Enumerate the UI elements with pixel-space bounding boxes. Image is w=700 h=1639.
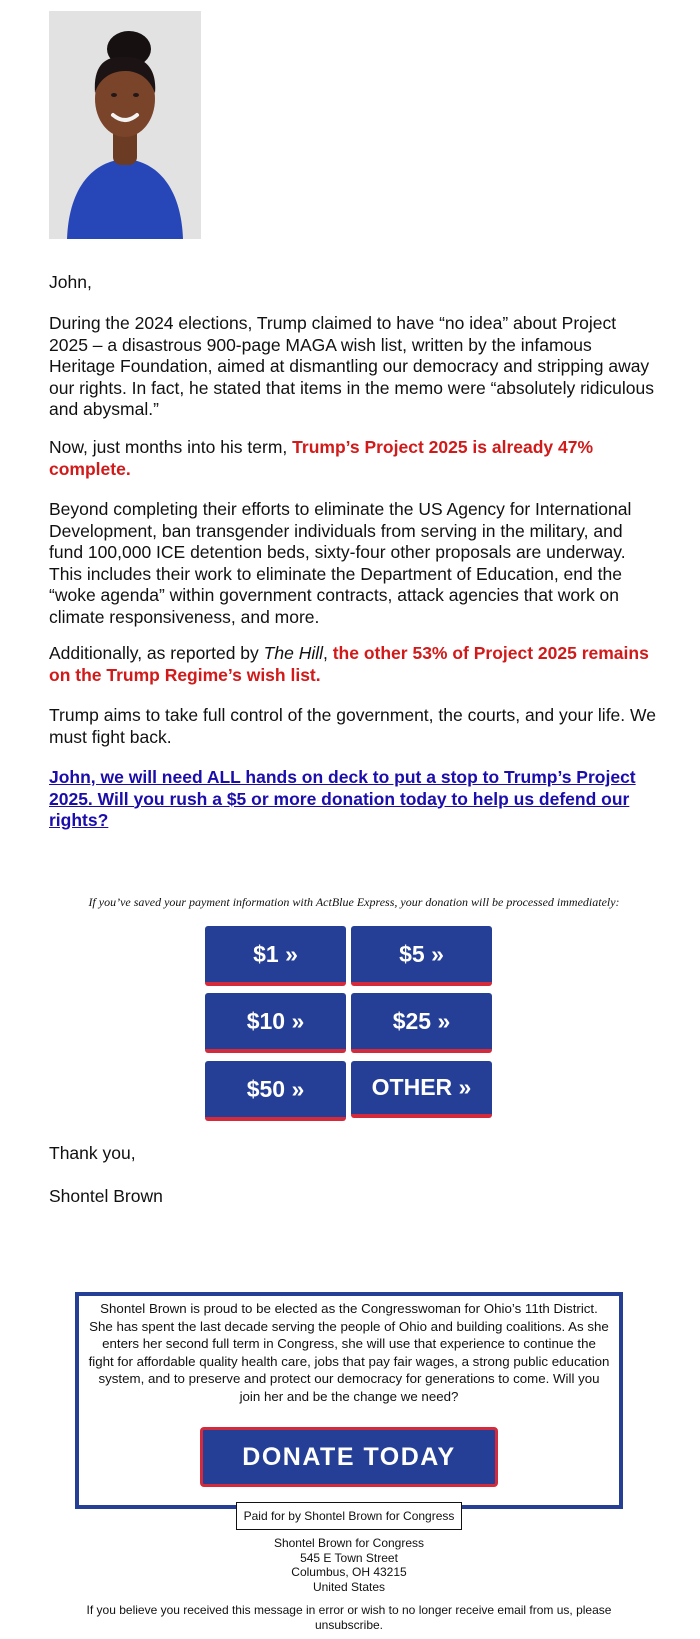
- donate-10-button[interactable]: $10 »: [205, 993, 346, 1053]
- address-country: United States: [312, 1579, 386, 1594]
- mailing-address: [200, 1536, 498, 1594]
- address-org: Shontel Brown for Congress: [273, 1536, 425, 1550]
- bio-text: Shontel Brown is proud to be elected as the Congresswoman for Ohio’s 11th District. She has spent the last decade serving the people of Ohio and building coalitions. As she enters her second full term in Congress, she will use that experience to continue the fight for affordable quality health care, jobs that pay fair wages, a strong public education system, and to preserve and protect our democracy for generations to come. Will you join her and be the change we need?: [88, 1301, 610, 1404]
- donate-1-button[interactable]: $1 »: [205, 926, 346, 986]
- paid-for-disclaimer: Paid for by Shontel Brown for Congress: [236, 1502, 462, 1530]
- unsubscribe-footer[interactable]: If you believe you received this message in error or wish to no longer receive email from us, please unsubscribe.: [86, 1603, 612, 1632]
- paragraph-the-hill: [49, 643, 659, 686]
- para4-highlight: the other 53% of Project 2025 remains on the Trump Regime’s wish list.: [49, 643, 649, 685]
- portrait-illustration: [49, 11, 201, 239]
- address-city: Columbus, OH 43215: [291, 1565, 407, 1579]
- para4-comma: ,: [323, 643, 333, 663]
- paragraph-47-percent: [49, 437, 659, 480]
- para4-lead: Additionally, as reported by: [49, 643, 264, 663]
- donate-other-button[interactable]: OTHER »: [351, 1061, 492, 1118]
- donate-25-button[interactable]: $25 »: [351, 993, 492, 1053]
- para2-highlight: Trump’s Project 2025 is already 47% complete.: [49, 437, 594, 479]
- paragraph-fight-back: Trump aims to take full control of the government, the courts, and your life. We must fight back.: [49, 705, 656, 747]
- donate-50-button[interactable]: $50 »: [205, 1061, 346, 1121]
- donation-link[interactable]: John, we will need ALL hands on deck to put a stop to Trump’s Project 2025. Will you rush a $5 or more donation today to help us defend our rights?: [49, 767, 636, 830]
- actblue-note: If you’ve saved your payment information with ActBlue Express, your donation will be processed immediately:: [88, 895, 620, 909]
- donation-appeal: [49, 767, 659, 832]
- address-street: 545 E Town Street: [300, 1550, 398, 1565]
- greeting: John,: [49, 272, 92, 292]
- signature: Shontel Brown: [49, 1186, 163, 1206]
- donate-today-button[interactable]: DONATE TODAY: [200, 1427, 498, 1487]
- donate-5-button[interactable]: $5 »: [351, 926, 492, 986]
- portrait-photo: [49, 11, 201, 239]
- paragraph-proposals: Beyond completing their efforts to eliminate the US Agency for International Development, ban transgender individuals from serving in the military, and fund 100,000 ICE detention beds, sixty-four other proposals are underway. This includes their work to eliminate the Department of Education, end the “woke agenda” within government contracts, attack agencies that work on climate responsiveness, and more.: [49, 499, 632, 627]
- para2-lead: Now, just months into his term,: [49, 437, 293, 457]
- source-the-hill: The Hill: [263, 643, 323, 663]
- paragraph-project-2025-intro: During the 2024 elections, Trump claimed to have “no idea” about Project 2025 – a disastrous 900-page MAGA wish list, written by the infamous Heritage Foundation, aimed at dismantling our democracy and stripping away our rights. In fact, he stated that items in the memo were “absolutely ridiculous and abysmal.”: [49, 313, 655, 419]
- signoff: Thank you,: [49, 1143, 136, 1163]
